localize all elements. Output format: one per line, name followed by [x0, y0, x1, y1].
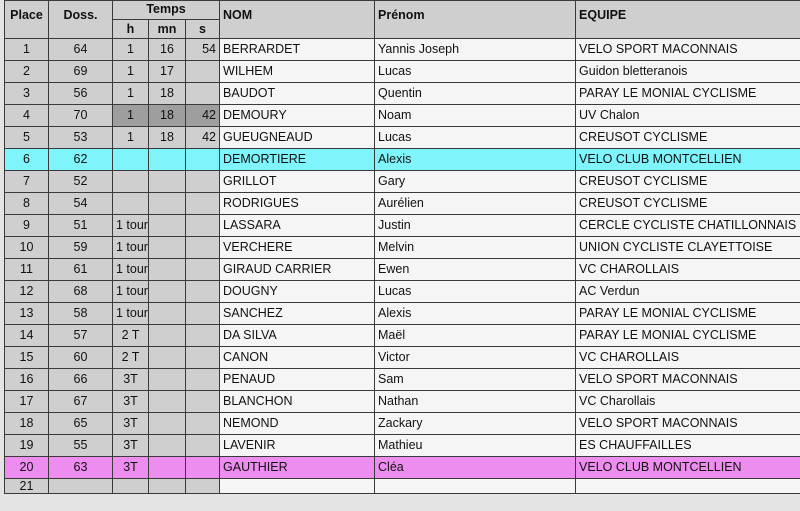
cell-minutes — [149, 193, 186, 215]
cell-hours: 1 tour — [113, 281, 149, 303]
cell-prenom: Gary — [375, 171, 576, 193]
cell-nom: DEMORTIERE — [220, 149, 375, 171]
cell-nom: LAVENIR — [220, 435, 375, 457]
cell-prenom: Zackary — [375, 413, 576, 435]
cell-hours: 1 tour — [113, 259, 149, 281]
cell-seconds — [186, 413, 220, 435]
cell-hours: 2 T — [113, 347, 149, 369]
cell-place: 12 — [5, 281, 49, 303]
cell-prenom: Maël — [375, 325, 576, 347]
cell-seconds — [186, 259, 220, 281]
cell-hours: 3T — [113, 435, 149, 457]
cell-minutes: 18 — [149, 127, 186, 149]
cell-prenom: Aurélien — [375, 193, 576, 215]
cell-minutes: 18 — [149, 83, 186, 105]
table-row — [5, 347, 800, 369]
cell-doss: 52 — [49, 171, 113, 193]
cell-nom: BERRARDET — [220, 39, 375, 61]
cell-prenom: Mathieu — [375, 435, 576, 457]
cell-seconds — [186, 369, 220, 391]
cell-place: 18 — [5, 413, 49, 435]
cell-doss: 56 — [49, 83, 113, 105]
cell-place: 10 — [5, 237, 49, 259]
cell-place: 1 — [5, 39, 49, 61]
cell-nom: GIRAUD CARRIER — [220, 259, 375, 281]
cell-minutes — [149, 435, 186, 457]
table-row — [5, 193, 800, 215]
cell-nom: CANON — [220, 347, 375, 369]
cell-minutes — [149, 171, 186, 193]
cell-equipe: UNION CYCLISTE CLAYETTOISE — [576, 237, 800, 259]
cell-minutes: 17 — [149, 61, 186, 83]
cell-seconds — [186, 325, 220, 347]
table-header — [5, 1, 800, 39]
cell-nom: GUEUGNEAUD — [220, 127, 375, 149]
table-row — [5, 435, 800, 457]
cell-equipe: PARAY LE MONIAL CYCLISME — [576, 325, 800, 347]
cell-seconds: 54 — [186, 39, 220, 61]
cell-doss: 70 — [49, 105, 113, 127]
cell-place: 11 — [5, 259, 49, 281]
cell-doss: 66 — [49, 369, 113, 391]
cell-doss: 60 — [49, 347, 113, 369]
cell-nom: DEMOURY — [220, 105, 375, 127]
cell-prenom: Melvin — [375, 237, 576, 259]
table-row — [5, 105, 800, 127]
table-row — [5, 281, 800, 303]
cell-seconds — [186, 457, 220, 479]
cell-equipe: CREUSOT CYCLISME — [576, 193, 800, 215]
cell-seconds — [186, 61, 220, 83]
cell-equipe: AC Verdun — [576, 281, 800, 303]
cell-hours: 1 — [113, 83, 149, 105]
table-row — [5, 391, 800, 413]
cell-nom: GRILLOT — [220, 171, 375, 193]
cell-place: 7 — [5, 171, 49, 193]
header-minutes: mn — [149, 20, 186, 39]
cell-prenom: Lucas — [375, 61, 576, 83]
cell-minutes — [149, 259, 186, 281]
cell-place: 6 — [5, 149, 49, 171]
cell-minutes — [149, 457, 186, 479]
cell-hours: 1 — [113, 127, 149, 149]
cell-minutes — [149, 303, 186, 325]
cell-nom: NEMOND — [220, 413, 375, 435]
cell-hours: 2 T — [113, 325, 149, 347]
cell-seconds — [186, 237, 220, 259]
cell-equipe: PARAY LE MONIAL CYCLISME — [576, 303, 800, 325]
cell-prenom: Nathan — [375, 391, 576, 413]
results-table — [4, 0, 800, 494]
cell-equipe: PARAY LE MONIAL CYCLISME — [576, 83, 800, 105]
header-doss: Doss. — [49, 1, 113, 39]
cell-nom: BLANCHON — [220, 391, 375, 413]
cell-seconds — [186, 281, 220, 303]
cell-prenom: Alexis — [375, 303, 576, 325]
cell-minutes — [149, 237, 186, 259]
cell-place: 3 — [5, 83, 49, 105]
table-row — [5, 149, 800, 171]
cell-equipe: VC CHAROLLAIS — [576, 347, 800, 369]
cell-place: 5 — [5, 127, 49, 149]
cell-equipe: VELO SPORT MACONNAIS — [576, 369, 800, 391]
cell-prenom: Lucas — [375, 281, 576, 303]
cell-hours: 1 — [113, 61, 149, 83]
cell-hours: 1 tour — [113, 237, 149, 259]
header-place: Place — [5, 1, 49, 39]
cell-nom: DA SILVA — [220, 325, 375, 347]
cell-prenom — [375, 479, 576, 494]
cell-place: 16 — [5, 369, 49, 391]
header-equipe: EQUIPE — [576, 1, 800, 39]
cell-nom: BAUDOT — [220, 83, 375, 105]
cell-doss — [49, 479, 113, 494]
table-row — [5, 369, 800, 391]
cell-minutes — [149, 347, 186, 369]
cell-equipe: VELO SPORT MACONNAIS — [576, 39, 800, 61]
cell-doss: 53 — [49, 127, 113, 149]
cell-prenom: Alexis — [375, 149, 576, 171]
cell-equipe: VC Charollais — [576, 391, 800, 413]
cell-doss: 55 — [49, 435, 113, 457]
cell-minutes — [149, 281, 186, 303]
table-row — [5, 237, 800, 259]
table-row — [5, 413, 800, 435]
header-prenom: Prénom — [375, 1, 576, 39]
cell-hours: 3T — [113, 413, 149, 435]
cell-minutes: 18 — [149, 105, 186, 127]
cell-doss: 58 — [49, 303, 113, 325]
header-temps: Temps — [113, 1, 220, 20]
cell-hours: 1 tour — [113, 303, 149, 325]
table-row — [5, 83, 800, 105]
cell-hours: 1 — [113, 105, 149, 127]
cell-prenom: Noam — [375, 105, 576, 127]
cell-hours: 3T — [113, 369, 149, 391]
cell-doss: 69 — [49, 61, 113, 83]
cell-equipe: VC CHAROLLAIS — [576, 259, 800, 281]
cell-seconds — [186, 215, 220, 237]
cell-place: 4 — [5, 105, 49, 127]
cell-equipe — [576, 479, 800, 494]
cell-minutes — [149, 149, 186, 171]
cell-seconds — [186, 303, 220, 325]
cell-doss: 68 — [49, 281, 113, 303]
cell-equipe: VELO SPORT MACONNAIS — [576, 413, 800, 435]
cell-hours — [113, 479, 149, 494]
cell-equipe: ES CHAUFFAILLES — [576, 435, 800, 457]
cell-minutes — [149, 391, 186, 413]
cell-hours: 1 — [113, 39, 149, 61]
cell-prenom: Ewen — [375, 259, 576, 281]
cell-minutes — [149, 369, 186, 391]
cell-place: 19 — [5, 435, 49, 457]
cell-minutes — [149, 413, 186, 435]
cell-doss: 54 — [49, 193, 113, 215]
cell-seconds — [186, 435, 220, 457]
cell-doss: 59 — [49, 237, 113, 259]
table-row — [5, 479, 800, 494]
cell-doss: 61 — [49, 259, 113, 281]
cell-hours — [113, 149, 149, 171]
cell-hours — [113, 193, 149, 215]
cell-seconds — [186, 149, 220, 171]
cell-minutes — [149, 479, 186, 494]
table-row — [5, 171, 800, 193]
cell-seconds — [186, 171, 220, 193]
cell-hours: 3T — [113, 457, 149, 479]
cell-equipe: CREUSOT CYCLISME — [576, 171, 800, 193]
cell-nom: SANCHEZ — [220, 303, 375, 325]
cell-equipe: CERCLE CYCLISTE CHATILLONNAIS — [576, 215, 800, 237]
table-row — [5, 61, 800, 83]
cell-place: 2 — [5, 61, 49, 83]
cell-nom: VERCHERE — [220, 237, 375, 259]
cell-nom: LASSARA — [220, 215, 375, 237]
header-hours: h — [113, 20, 149, 39]
table-row — [5, 39, 800, 61]
cell-seconds — [186, 479, 220, 494]
cell-place: 8 — [5, 193, 49, 215]
cell-prenom: Victor — [375, 347, 576, 369]
cell-nom: WILHEM — [220, 61, 375, 83]
cell-place: 17 — [5, 391, 49, 413]
cell-hours: 1 tour — [113, 215, 149, 237]
cell-equipe: VELO CLUB MONTCELLIEN — [576, 149, 800, 171]
cell-doss: 65 — [49, 413, 113, 435]
table-body — [5, 39, 800, 494]
cell-seconds — [186, 391, 220, 413]
cell-nom — [220, 479, 375, 494]
header-nom: NOM — [220, 1, 375, 39]
cell-seconds — [186, 347, 220, 369]
cell-equipe: Guidon bletteranois — [576, 61, 800, 83]
cell-prenom: Justin — [375, 215, 576, 237]
cell-nom: DOUGNY — [220, 281, 375, 303]
cell-prenom: Yannis Joseph — [375, 39, 576, 61]
cell-hours — [113, 171, 149, 193]
cell-nom: GAUTHIER — [220, 457, 375, 479]
cell-equipe: CREUSOT CYCLISME — [576, 127, 800, 149]
table-row — [5, 215, 800, 237]
cell-prenom: Quentin — [375, 83, 576, 105]
cell-seconds: 42 — [186, 105, 220, 127]
cell-minutes — [149, 215, 186, 237]
cell-prenom: Sam — [375, 369, 576, 391]
cell-doss: 57 — [49, 325, 113, 347]
cell-nom: PENAUD — [220, 369, 375, 391]
cell-doss: 51 — [49, 215, 113, 237]
header-seconds: s — [186, 20, 220, 39]
cell-doss: 67 — [49, 391, 113, 413]
cell-seconds — [186, 193, 220, 215]
table-row — [5, 127, 800, 149]
cell-place: 13 — [5, 303, 49, 325]
cell-equipe: UV Chalon — [576, 105, 800, 127]
table-row — [5, 303, 800, 325]
cell-place: 14 — [5, 325, 49, 347]
cell-prenom: Lucas — [375, 127, 576, 149]
cell-seconds — [186, 83, 220, 105]
cell-doss: 63 — [49, 457, 113, 479]
cell-prenom: Cléa — [375, 457, 576, 479]
table-row — [5, 325, 800, 347]
cell-place: 21 — [5, 479, 49, 494]
cell-hours: 3T — [113, 391, 149, 413]
cell-place: 20 — [5, 457, 49, 479]
cell-doss: 62 — [49, 149, 113, 171]
cell-seconds: 42 — [186, 127, 220, 149]
cell-minutes — [149, 325, 186, 347]
cell-place: 15 — [5, 347, 49, 369]
cell-minutes: 16 — [149, 39, 186, 61]
cell-equipe: VELO CLUB MONTCELLIEN — [576, 457, 800, 479]
table-row — [5, 457, 800, 479]
table-row — [5, 259, 800, 281]
cell-nom: RODRIGUES — [220, 193, 375, 215]
cell-doss: 64 — [49, 39, 113, 61]
cell-place: 9 — [5, 215, 49, 237]
